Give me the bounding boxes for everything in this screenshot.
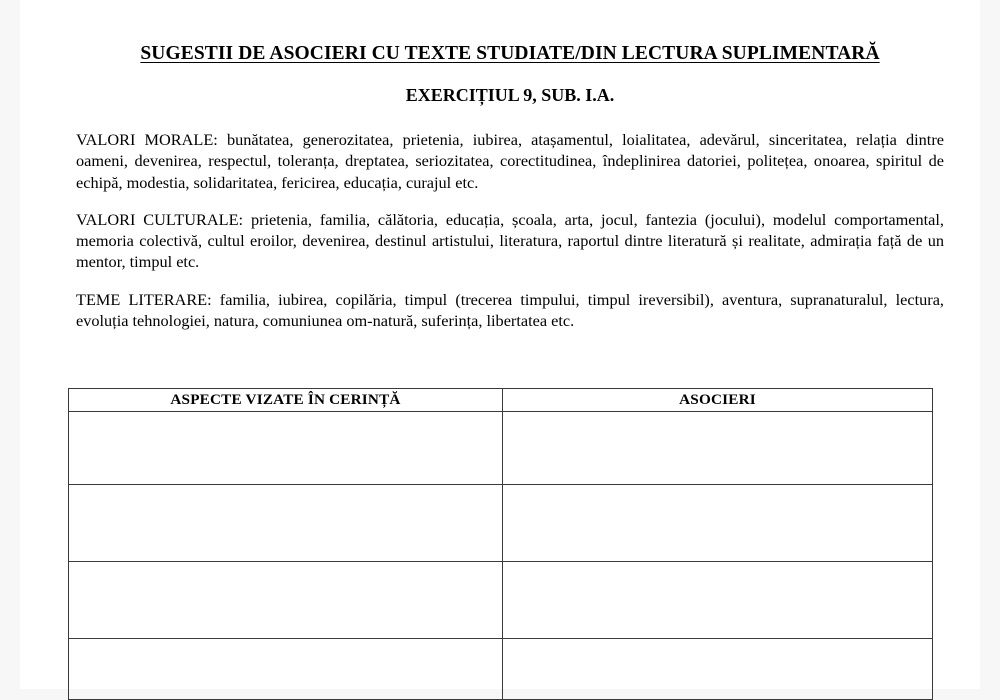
table-header bbox=[69, 389, 933, 412]
paragraph-valori-culturale bbox=[76, 193, 944, 273]
paragraph-text-teme-literare: familia, iubirea, copilăria, timpul (trecerea timpului, timpul ireversibil), aventura, supranaturalul, lectura, evoluția tehnologiei, natura, comuniunea om-natură, suferința, libertatea etc. bbox=[76, 289, 944, 331]
table-row bbox=[69, 412, 933, 485]
cell-asociere[interactable] bbox=[503, 412, 933, 485]
cell-aspect[interactable] bbox=[69, 412, 503, 485]
cell-asociere[interactable] bbox=[503, 562, 933, 639]
table-body bbox=[69, 412, 933, 700]
cell-aspect[interactable] bbox=[69, 562, 503, 639]
paragraph-valori-morale bbox=[76, 107, 944, 193]
document-content bbox=[76, 0, 944, 331]
paragraph-label-teme-literare: TEME LITERARE: bbox=[76, 289, 212, 309]
table-header-row bbox=[69, 389, 933, 412]
paragraph-text-valori-culturale: prietenia, familia, călătoria, educația, școala, arta, jocul, fantezia (jocului), modelul comportamental, memoria colectivă, cultul eroilor, devenirea, destinul artistului, literatura, raportul dintre literatură și realitate, admirația față de un mentor, timpul etc. bbox=[76, 209, 944, 272]
document-page bbox=[20, 0, 980, 689]
column-header-aspecte: ASPECTE VIZATE ÎN CERINȚĂ bbox=[69, 389, 503, 412]
table-row bbox=[69, 485, 933, 562]
paragraph-label-valori-culturale: VALORI CULTURALE: bbox=[76, 209, 244, 229]
column-header-asocieri: ASOCIERI bbox=[503, 389, 933, 412]
associations-table-wrapper bbox=[68, 388, 932, 700]
table-row bbox=[69, 639, 933, 700]
cell-aspect[interactable] bbox=[69, 639, 503, 700]
cell-aspect[interactable] bbox=[69, 485, 503, 562]
paragraph-label-valori-morale: VALORI MORALE: bbox=[76, 129, 218, 149]
cell-asociere[interactable] bbox=[503, 485, 933, 562]
cell-asociere[interactable] bbox=[503, 639, 933, 700]
paragraph-teme-literare bbox=[76, 273, 944, 332]
table-row bbox=[69, 562, 933, 639]
page-title bbox=[76, 0, 944, 65]
page-title-text: SUGESTII DE ASOCIERI CU TEXTE STUDIATE/DIN LECTURA SUPLIMENTARĂ bbox=[140, 43, 880, 64]
paragraph-text-valori-morale: bunătatea, generozitatea, prietenia, iubirea, atașamentul, loialitatea, adevărul, sinceritatea, relația dintre oameni, devenirea, respectul, toleranța, dreptatea, seriozitatea, corectitudinea, îndeplinirea datoriei, politețea, onoarea, spiritul de echipă, modestia, solidaritatea, fericirea, educația, curajul etc. bbox=[76, 129, 944, 192]
exercise-subtitle: EXERCIȚIUL 9, SUB. I.A. bbox=[405, 85, 615, 106]
associations-table bbox=[68, 388, 933, 700]
